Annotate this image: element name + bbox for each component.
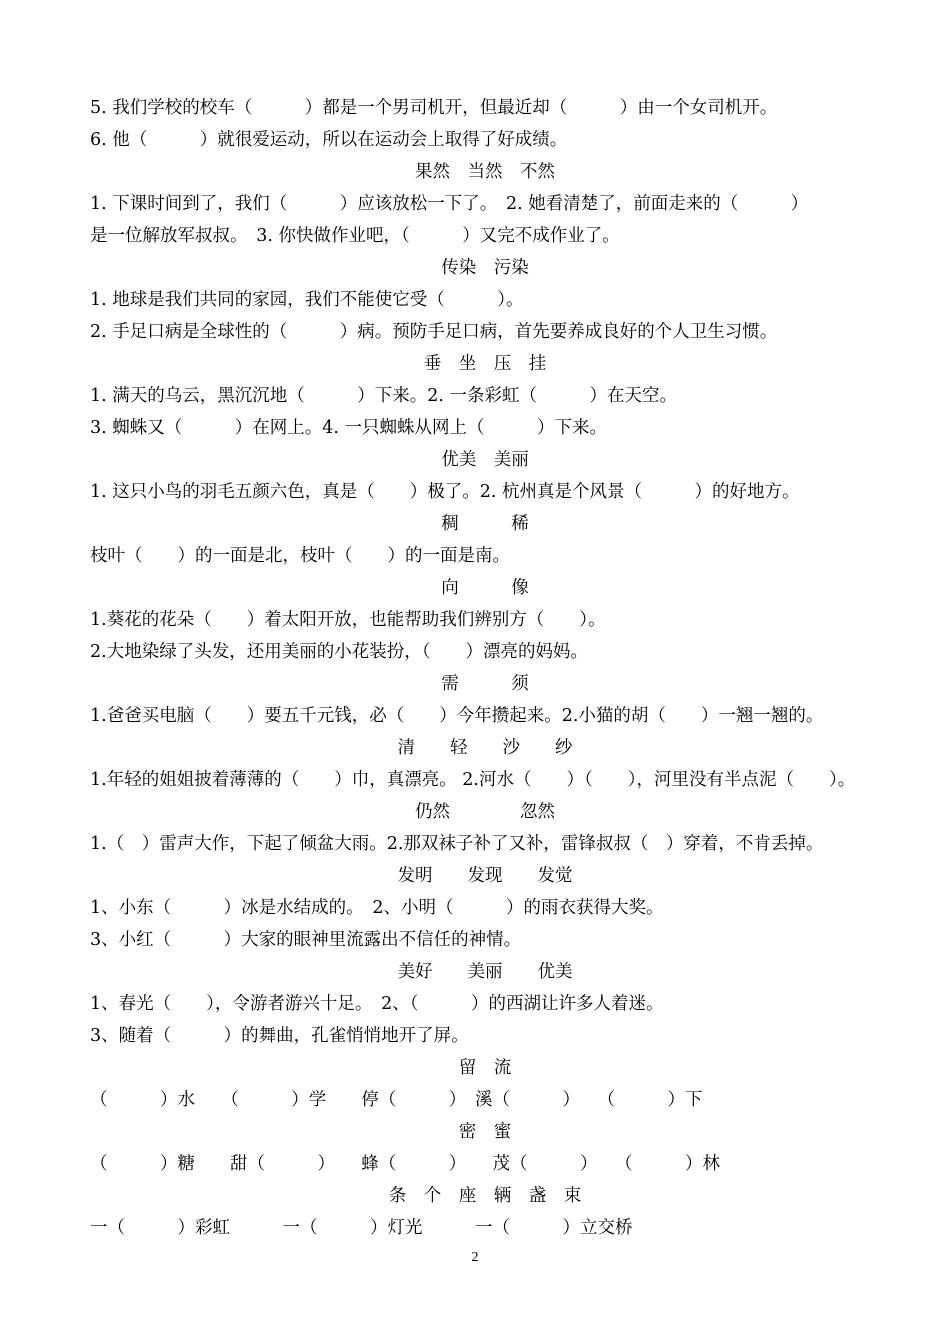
word-choice-heading: 条 个 座 辆 盏 束: [388, 1186, 582, 1206]
text-line: （ ）糖 甜（ ） 蜂（ ） 茂（ ） （ ）林: [90, 1154, 720, 1174]
text-line: 3、小红（ ）大家的眼神里流露出不信任的神情。: [90, 930, 522, 950]
text-line: 是一位解放军叔叔。 3. 你快做作业吧，（ ）又完不成作业了。: [90, 226, 620, 246]
text-line: 1. 下课时间到了，我们（ ）应该放松一下了。 2. 她看清楚了，前面走来的（ ）: [90, 194, 809, 214]
word-choice-heading: 清 轻 沙 纱: [397, 738, 573, 758]
word-choice-heading: 果然 当然 不然: [415, 162, 555, 182]
word-choice-heading: 仍然 忽然: [415, 802, 555, 822]
text-line: 1. 地球是我们共同的家园，我们不能使它受（ ）。: [90, 290, 524, 310]
word-choice-heading: 向 像: [441, 578, 529, 598]
text-line: 6. 他（ ）就很爱运动，所以在运动会上取得了好成绩。: [90, 130, 568, 150]
word-choice-heading: 需 须: [441, 674, 529, 694]
text-line: 1.年轻的姐姐披着薄薄的（ ）巾，真漂亮。 2.河水（ ）（ ），河里没有半点泥（ ）。: [90, 770, 856, 790]
word-choice-heading: 发明 发现 发觉: [397, 866, 573, 886]
page-number: 2: [471, 1250, 479, 1265]
text-line: 1. 满天的乌云，黑沉沉地（ ）下来。2. 一条彩虹（ ）在天空。: [90, 386, 678, 406]
word-choice-heading: 优美 美丽: [441, 450, 529, 470]
word-choice-heading: 密 蜜: [458, 1122, 512, 1142]
text-line: 5. 我们学校的校车（ ）都是一个男司机开，但最近却（ ）由一个女司机开。: [90, 98, 778, 118]
word-choice-heading: 美好 美丽 优美: [397, 962, 573, 982]
word-choice-heading: 传染 污染: [441, 258, 529, 278]
word-choice-heading: 留 流: [458, 1058, 512, 1078]
word-choice-heading: 垂 坐 压 挂: [423, 354, 547, 374]
text-line: 2. 手足口病是全球性的（ ）病。预防手足口病，首先要养成良好的个人卫生习惯。: [90, 322, 778, 342]
text-line: 3. 蜘蛛又（ ）在网上。4. 一只蜘蛛从网上（ ）下来。: [90, 418, 608, 438]
word-choice-heading: 稠 稀: [441, 514, 529, 534]
text-line: 一（ ）彩虹 一（ ）灯光 一（ ）立交桥: [90, 1218, 633, 1238]
text-line: 1. 这只小鸟的羽毛五颜六色，真是（ ）极了。2. 杭州真是个风景（ ）的好地方。: [90, 482, 800, 502]
text-line: 3、随着（ ）的舞曲，孔雀悄悄地开了屏。: [90, 1026, 469, 1046]
text-line: 1、春光（ ），令游者游兴十足。 2、（ ）的西湖让许多人着迷。: [90, 994, 664, 1014]
text-line: 1.葵花的花朵（ ）着太阳开放，也能帮助我们辨别方（ ）。: [90, 610, 606, 630]
text-line: 1.爸爸买电脑（ ）要五千元钱，必（ ）今年攒起来。2.小猫的胡（ ）一翘一翘的。: [90, 706, 824, 726]
text-line: 1.（ ）雷声大作，下起了倾盆大雨。2.那双袜子补了又补，雷锋叔叔（ ）穿着，不肯丢掉。: [90, 834, 824, 854]
text-line: 1、小东（ ）冰是水结成的。 2、小明（ ）的雨衣获得大奖。: [90, 898, 664, 918]
text-line: 枝叶（ ）的一面是北，枝叶（ ）的一面是南。: [90, 546, 510, 566]
text-line: 2.大地染绿了头发，还用美丽的小花装扮，（ ）漂亮的妈妈。: [90, 642, 588, 662]
text-line: （ ）水 （ ）学 停（ ） 溪（ ） （ ）下: [90, 1090, 703, 1110]
